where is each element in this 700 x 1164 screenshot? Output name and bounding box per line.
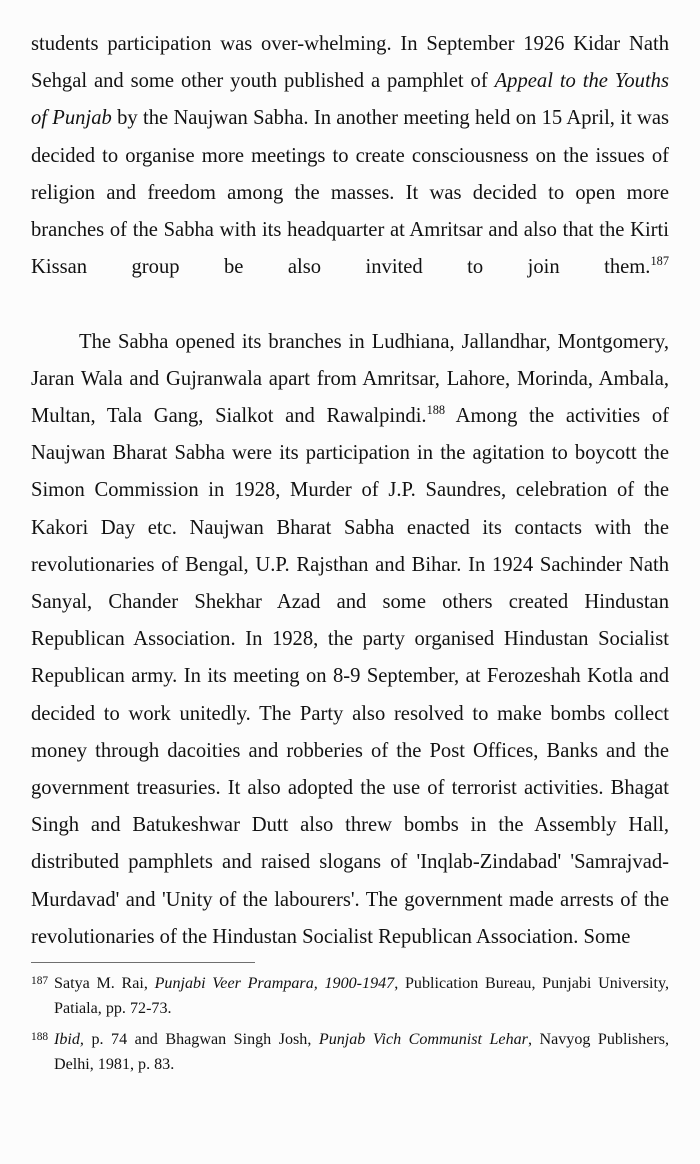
- footnote-list: [31, 972, 669, 1077]
- footnote-entry: [31, 1028, 669, 1077]
- text-run: The Sabha opened its branches in Ludhiana, Jallandhar, Montgomery, Jaran Wala and Gujranwala apart from Amritsar, Lahore, Morinda, Ambala, Multan, Tala Gang, Sialkot and Rawalpindi.: [31, 330, 669, 428]
- footnote-entry: [31, 972, 669, 1021]
- text-run: p. 74 and Bhagwan Singh Josh,: [83, 1031, 319, 1049]
- footnote-text: [54, 972, 669, 1021]
- footnote-area: [31, 962, 669, 1077]
- body-paragraph: [31, 26, 669, 324]
- italic-title: Ibid,: [54, 1031, 84, 1049]
- body-text-column: [31, 26, 669, 956]
- footnote-reference[interactable]: 187: [650, 254, 669, 269]
- text-run: by the Naujwan Sabha. In another meeting held on 15 April, it was decided to organise more meetings to create consciousness on the issues of religion and freedom among the masses. It was decided to open more branches of the Sabha with its headquarter at Amritsar and also that the Kirti Kissan group be also invited to join them.: [31, 107, 670, 279]
- footnote-marker: 188: [31, 1031, 49, 1044]
- body-paragraph: [31, 324, 669, 956]
- text-run: Satya M. Rai,: [54, 975, 155, 992]
- text-run: students participation was over-whelming. In September 1926 Kidar Nath Sehgal and some other youth published a pamphlet of: [31, 33, 669, 93]
- italic-title: Appeal to the Youths of Punjab: [31, 70, 669, 130]
- italic-title: Punjab Vich Communist Lehar: [318, 1031, 528, 1049]
- text-run: Among the activities of Naujwan Bharat Sabha were its participation in the agitation to boycott the Simon Commission in 1928, Murder of J.P. Saundres, celebration of the Kakori Day etc. Naujwan Bharat Sabha enacted its contacts with the revolutionaries of Bengal, U.P. Rajsthan and Bihar. In 1924 Sachinder Nath Sanyal, Chander Shekhar Azad and some others created Hindustan Republican Association. In 1928, the party organised Hindustan Socialist Republican army. In its meeting on 8-9 September, at Ferozeshah Kotla and decided to work unitedly. The Party also resolved to make bombs collect money through dacoities and robberies of the Post Offices, Banks and the government treasuries. It also adopted the use of terrorist activities. Bhagat Singh and Batukeshwar Dutt also threw bombs in the Assembly Hall, distributed pamphlets and raised slogans of 'Inqlab-Zindabad' 'Samrajvad-Murdavad' and 'Unity of the labourers'. The government made arrests of the revolutionaries of the Hindustan Socialist Republican Association. Some: [31, 405, 669, 948]
- footnote-reference[interactable]: 188: [426, 403, 446, 418]
- text-run: , Navyog Publishers, Delhi, 1981, p. 83.: [54, 1031, 670, 1073]
- footnote-marker: 187: [31, 975, 49, 987]
- italic-title: Punjabi Veer Prampara, 1900-1947: [154, 975, 395, 992]
- text-run: , Publication Bureau, Punjabi University, Patiala, pp. 72-73.: [54, 975, 669, 1017]
- footnote-separator-rule: [31, 962, 255, 963]
- footnote-text: [54, 1028, 669, 1077]
